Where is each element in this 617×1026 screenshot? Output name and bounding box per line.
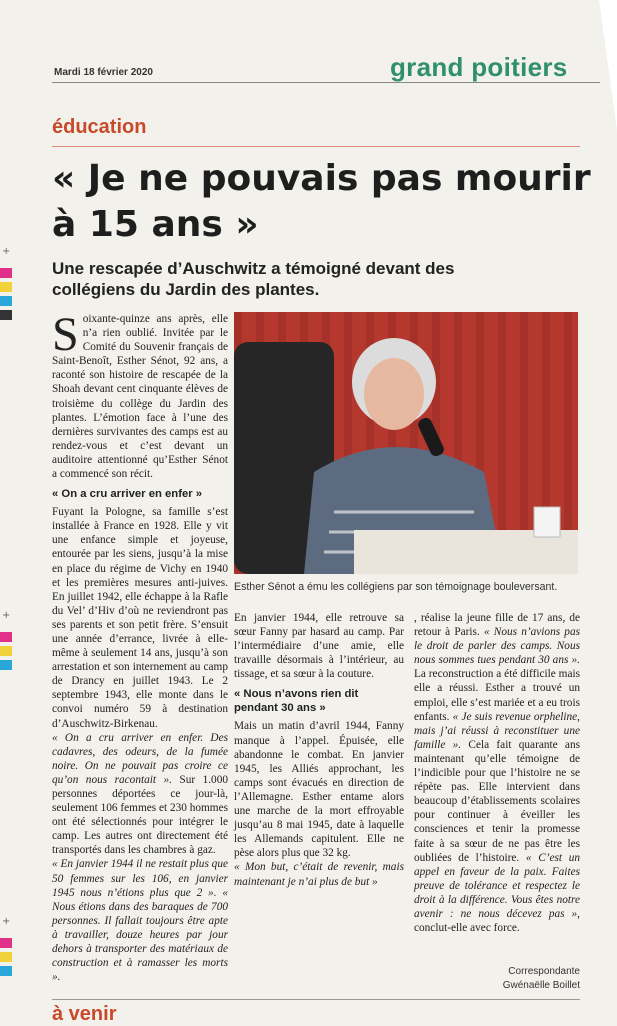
quote-text: « Mon but, c’était de revenir, mais maintenant je n’ai plus de but » [234, 861, 404, 888]
paragraph-text: Sur 1.000 personnes déportées ce jour-là, seulement 106 femmes et 230 hommes ont été sélectionnés pour intégrer le camp. Les autres ont directement été transportés dans les chambres à gaz. [52, 773, 229, 857]
paragraph-text: La reconstruction a été difficile mais elle a réussi. Esther a trouvé un emploi, elle s’est mariée et a eu trois enfants. [414, 668, 580, 723]
header-divider [52, 82, 600, 83]
print-color-mark [0, 296, 12, 306]
crop-mark-icon: + [2, 916, 11, 927]
article-column-2 [234, 611, 404, 889]
print-color-mark [0, 310, 12, 320]
article-category: éducation [52, 116, 147, 138]
crop-mark-icon: + [2, 610, 11, 621]
article-headline: « Je ne pouvais pas mourir à 15 ans » [52, 158, 591, 245]
paragraph-3-end: En janvier 1944, elle retrouve sa sœur Fanny par hasard au camp. Par l’intermédiaire d’une amie, elle travaille désormais à l’intérieur, au tissage, et sa sœur à la couture. [234, 612, 404, 681]
article-standfirst: Une rescapée d’Auschwitz a témoigné devant des collégiens du Jardin des plantes. [52, 259, 455, 299]
article-column-3 [414, 611, 580, 935]
torn-page-edge [599, 0, 617, 130]
byline-role: Correspondante [508, 966, 580, 977]
crop-mark-icon: + [2, 246, 11, 257]
paragraph-2 [52, 731, 228, 858]
article-photo [234, 312, 578, 574]
quote-text: « Je suis revenue orpheline, mais j’ai réussi à reconstituer une famille ». [414, 710, 580, 751]
print-color-mark [0, 966, 12, 976]
quote-text: « En janvier 1944 il ne restait plus que 50 femmes sur les 106, en janvier 1945 nous n’étions plus que 2 ». « Nous étions dans des baraques de 700 personnes. Il fallait toujours être apte à travailler, douze heures par jour dehors à transporter des matériaux de construction et à ramasser les morts ». [52, 858, 228, 984]
next-section-title: à venir [52, 1003, 117, 1025]
print-color-mark [0, 952, 12, 962]
section-title: grand poitiers [390, 52, 568, 82]
quote-text: « C’est un appel en faveur de la paix. Faites preuve de tolérance et respectez le droit à la différence. Vous êtes notre avenir : ne nous décevez pas » [414, 851, 580, 920]
drop-cap: S [52, 308, 79, 361]
article-intro [52, 308, 228, 481]
print-color-mark [0, 282, 12, 292]
paragraph-text: Cela fait quarante ans maintenant qu’elle témoigne de l’indicible pour que l’histoire ne se répète pas. Elle intervient dans beaucoup d’établissements scolaires pour continuer à éveiller les consciences et tenir la promesse faite à sa sœur de ne pas être les oubliées de l’histoire. [414, 738, 580, 864]
print-color-mark [0, 938, 12, 948]
issue-date: Mardi 18 février 2020 [54, 67, 153, 78]
photo-illustration [234, 312, 578, 574]
photo-caption: Esther Sénot a ému les collégiens par son témoignage bouleversant. [234, 581, 558, 593]
paragraph-text: , conclut-elle avec force. [414, 907, 580, 935]
quote-text: « On a cru arriver en enfer. Des cadavres, des odeurs, de la fumée noire. On ne pouvait pas croire ce qu’on nous racontait ». [52, 731, 228, 786]
subheading-2: « Nous n’avons rien dit pendant 30 ans » [234, 688, 359, 715]
paragraph-5 [414, 611, 580, 935]
category-divider [52, 146, 580, 147]
paragraph-1: Fuyant la Pologne, sa famille s’est installée à France en 1928. Elle y vit une enfance simple et joyeuse, entourée par les siens, jusqu’à la mise en place du régime de Vichy en 1940 et les premières mesures anti-juives. En juillet 1942, elle échappe à la Rafle du Vel’ d’Hiv d’où ne reviendront pas ses parents et son petit frère. S’ensuit une année d’errance, livrée à elle-même à seulement 14 ans, jusqu’à son arrestation et son internement au camp de Drancy en juillet 1943. Le 2 septembre 1943, elle monte dans le convoi numéro 59 à destination d’Auschwitz-Birkenau. [52, 506, 228, 730]
print-color-mark [0, 632, 12, 642]
print-color-mark [0, 660, 12, 670]
subheading-1: « On a cru arriver en enfer » [52, 488, 203, 501]
intro-text: oixante-quinze ans après, elle n’a rien oublié. Invitée par le Comité du Souvenir français de Saint-Benoît, Esther Sénot, 92 ans, a raconté son histoire de rescapée de la Shoah devant cent cinquante élèves de troisième du collège du Jardin des plantes. L’émotion face à l’une des dernières survivantes des camps est au rendez-vous et c’est devant un auditoire attentionné qu’Esther Sénot a commencé son récit. [52, 313, 228, 481]
footer-divider [52, 999, 580, 1000]
print-color-mark [0, 268, 12, 278]
paragraph-text: , réalise la jeune fille de 17 ans, de retour à Paris. [414, 612, 580, 639]
paragraph-4: Mais un matin d’avril 1944, Fanny manque à l’appel. Épuisée, elle abandonne le combat. En janvier 1945, les Alliés approchant, les camps sont évacués en direction de l’Allemagne. Esther entame alors une marche de la mort effroyable jusqu’au 8 mai 1945, date à laquelle les Allemands capitulent. Elle ne pèse alors plus que 32 kg. [234, 720, 404, 860]
byline-name: Gwénaëlle Boillet [502, 980, 580, 991]
print-color-mark [0, 646, 12, 656]
quote-text: « Nous n’avions pas le droit de parler des camps. Nous nous sommes tues pendant 30 ans ». [414, 626, 580, 667]
article-column-1 [52, 308, 229, 984]
paragraph-3-start [52, 857, 228, 984]
paragraph-5-start [234, 860, 404, 888]
